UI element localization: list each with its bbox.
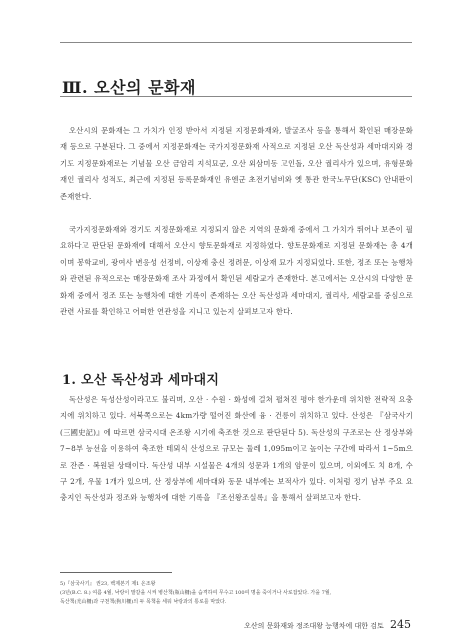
section-title: 1. 오산 독산성과 세마대지 bbox=[62, 372, 220, 388]
footnote-line: 5)『삼국사기』 권23, 백제본기 제1 온조왕 bbox=[60, 581, 156, 587]
footnote-line: (3년(B.C. 8.) 여름 4월, 낙랑이 말갈을 시켜 병산책(瓶山柵)을 습격하여 무수고 100여 명을 죽이거나 사로잡았다. 가을 7월, bbox=[60, 590, 332, 596]
running-footer bbox=[244, 618, 411, 631]
page-number: 245 bbox=[390, 618, 411, 631]
body-paragraph: 국가지정문화재와 경기도 지정문화재로 지정되지 않은 지역의 문화재 중에서 그 가치가 뛰어나 보존이 필요하다고 판단된 문화재에 대해서 오산시 향토문화재로 지정하였다. 향토문화재로 지정된 문화재는 총 4개이며 봉학교비, 광여사 변응성 선정비, 이상재 충신 정려문, 이상재 묘가 지정되었다. 또한, 정조 또는 능행차와 관련된 유적으로는 매장문화재 조사 과정에서 확인된 세람교가 존재한다. 본고에서는 오산시의 다양한 문화재 중에서 정조 또는 능행차에 대한 기록이 존재하는 오산 독산성과 세마대지, 궐리사, 세람교를 중심으로 관련 사료를 확인하고 어떠한 연관성을 지니고 있는지 살펴보고자 한다. bbox=[60, 225, 413, 317]
footnote bbox=[60, 580, 413, 607]
chapter-title-top-rule bbox=[60, 42, 412, 43]
section-paragraph: 독산성은 독성산성이라고도 불리며, 오산 · 수원 · 화성에 걸쳐 펼쳐진 평야 한가운데 위치한 전략적 요충지에 위치하고 있다. 서북쪽으로는 4km가량 떨어진 화산에 융 · 건릉이 위치하고 있다. 산성은 『삼국사기(三國史記)』에 따르면 삼국시대 온조왕 시기에 축조한 것으로 판단된다 5). 독산성의 구조로는 산 정상부와 7~8부 능선을 이용하여 축조한 테뫼식 산성으로 규모는 둘레 1,095m이고 높이는 구간에 따라서 1~5m으로 잔존 · 복원된 상태이다. 독산성 내부 시설물은 4개의 성문과 1개의 암문이 있으며, 이외에도 치 8개, 수구 2개, 우물 1개가 있으며, 산 정상부에 세마대와 동문 내부에는 보적사가 있다. 이처럼 정기 남부 주요 요충지인 독산성과 정조와 능행차에 대한 기록을 『조선왕조실록』을 통해서 살펴보고자 한다. bbox=[60, 395, 413, 503]
footnote-divider bbox=[60, 572, 172, 573]
footnote-line: 독산책(禿山柵)과 구천책(狗川柵)의 두 목책을 세워 낙랑과의 통로를 막았다. bbox=[60, 599, 227, 605]
body-paragraph: 오산시의 문화재는 그 가치가 인정 받아서 지정된 지정문화재와, 발굴조사 등을 통해서 확인된 매장문화재 등으로 구분된다. 그 중에서 지정문화재는 국가지정문화재 사적으로 지정된 오산 독산성과 세마대지와 경기도 지정문화재로는 기념물 오산 금암리 지석묘군, 오산 외삼미동 고인돌, 오산 궐리사가 있으며, 유형문화재인 궐리사 성적도, 최근에 지정된 등록문화재인 유엔군 초전기념비와 옛 통관 한국노무단(KSC) 안내판이 존재한다. bbox=[60, 126, 413, 201]
chapter-title-bottom-rule bbox=[60, 96, 412, 97]
running-title: 오산의 문화재와 정조대왕 능행차에 대한 검토 bbox=[244, 622, 384, 630]
chapter-title: Ⅲ. 오산의 문화재 bbox=[62, 77, 196, 97]
